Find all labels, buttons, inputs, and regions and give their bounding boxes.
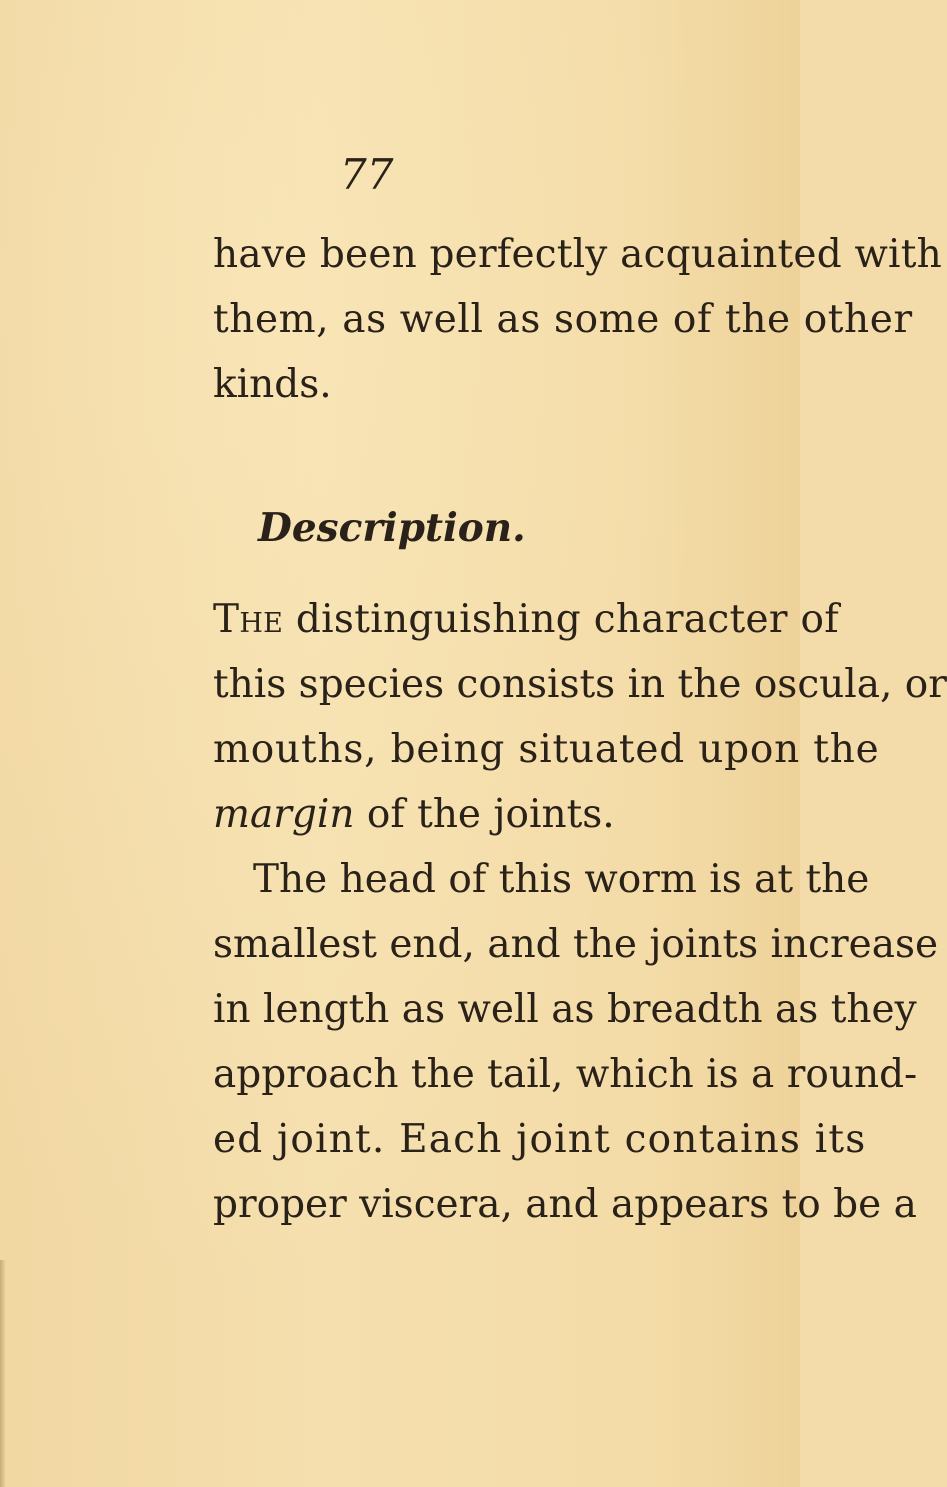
page-number: 77 [340, 150, 394, 199]
paragraph1-line-2: this species consists in the oscula, or [213, 662, 947, 707]
page-edge-shadow [0, 1260, 6, 1487]
first-word: The [213, 597, 284, 642]
paragraph2-line-5: ed joint. Each joint contains its [213, 1117, 867, 1162]
paragraph2-line-3: in length as well as breadth as they [213, 987, 917, 1032]
paragraph1-line-1 [213, 597, 839, 642]
italic-word-margin: margin [213, 792, 355, 837]
paragraph1-line-1-rest: distinguishing character of [283, 597, 839, 642]
paragraph1-line-4-rest: of the joints. [354, 792, 615, 837]
paragraph1-line-4 [213, 792, 615, 837]
text-line-3: kinds. [213, 362, 332, 407]
paragraph2-line-1: The head of this worm is at the [253, 857, 870, 902]
paragraph2-line-2: smallest end, and the joints increase [213, 922, 939, 967]
section-heading: Description. [258, 505, 526, 551]
paragraph2-line-4: approach the tail, which is a round- [213, 1052, 918, 1097]
text-line-2: them, as well as some of the other [213, 297, 913, 342]
paragraph2-line-6: proper viscera, and appears to be a [213, 1182, 917, 1227]
paragraph1-line-3: mouths, being situated upon the [213, 727, 880, 772]
text-line-1: have been perfectly acquainted with [213, 232, 942, 277]
